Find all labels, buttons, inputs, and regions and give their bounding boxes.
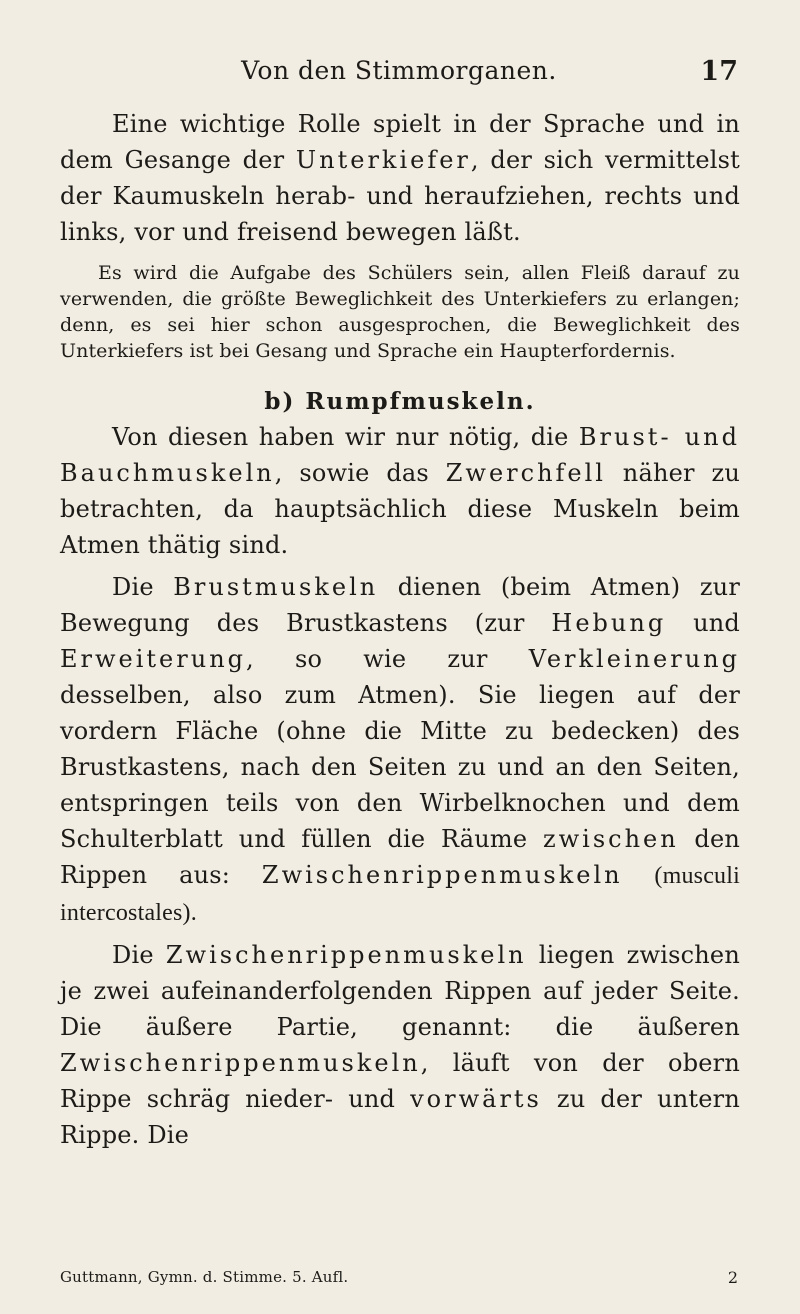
running-head bbox=[60, 56, 738, 96]
term-chest-belly-muscles: Brust- und Bauchmuskeln bbox=[60, 423, 740, 487]
term-raising: Hebung bbox=[551, 609, 667, 637]
term-lower-jaw: Unterkiefer bbox=[295, 146, 471, 174]
paragraph-text: zu der untern Rippe. Die bbox=[60, 1085, 740, 1149]
paragraph-text: liegen zwischen je zwei aufeinanderfolgenden Rippen auf jeder Seite. Die äußere Partie, genannt: die äußeren bbox=[60, 941, 740, 1041]
running-title: Von den Stimmorganen. bbox=[241, 56, 557, 85]
page-body bbox=[60, 106, 740, 1153]
paragraph-text: , sowie das bbox=[274, 459, 446, 487]
paragraph-text: dienen (beim Atmen) zur Bewegung des Brustkastens (zur bbox=[60, 573, 740, 637]
paragraph-text: Die bbox=[112, 941, 166, 969]
paragraph-note: Es wird die Aufgabe des Schülers sein, allen Fleiß darauf zu verwenden, die größte Beweglichkeit des Unterkiefers zu erlangen; denn, es sei hier schon ausgesprochen, die Beweglichkeit des Unterkiefers ist bei Gesang und Sprache ein Haupterfordernis. bbox=[60, 262, 740, 362]
paragraph-trunk-muscles bbox=[60, 419, 740, 563]
term-intercostal-muscles: Zwischenrippenmuskeln bbox=[165, 941, 527, 969]
page-footer bbox=[60, 1268, 738, 1292]
paragraph-text: Eine wichtige Rolle spielt in der Sprache und in dem Gesange der bbox=[60, 110, 740, 174]
paragraph-text: Von diesen haben wir nur nötig, die bbox=[112, 423, 579, 451]
paragraph-text: herab- und heraufziehen, rechts und links, vor und freisend bewegen läßt. bbox=[60, 182, 741, 246]
term-outer-intercostal-muscles: Zwischenrippenmuskeln bbox=[60, 1049, 421, 1077]
paragraph-text: näher zu betrachten, da hauptsächlich diese Muskeln beim Atmen thätig sind. bbox=[60, 459, 740, 559]
paragraph-text: , der sich vermittelst der bbox=[60, 146, 740, 210]
paragraph-text: Die bbox=[112, 573, 174, 601]
term-reduction: Verkleinerung bbox=[528, 645, 740, 673]
footer-citation: Guttmann, Gymn. d. Stimme. 5. Aufl. bbox=[60, 1268, 349, 1286]
term-chest-muscles: Brustmuskeln bbox=[173, 573, 379, 601]
paragraph-text: desselben, also zum Atmen). Sie liegen auf der vordern Fläche (ohne die Mitte zu bedecken) des Brustkastens, nach den Seiten zu und an den Seiten, entspringen teils von den Wirbelknochen und dem Schulterblatt und füllen die Räume bbox=[60, 681, 740, 853]
term-between: zwischen bbox=[542, 825, 679, 853]
paragraph-text: den Rippen aus: bbox=[60, 825, 741, 889]
paragraph-text: , läuft von der obern Rippe schräg nieder- und bbox=[60, 1049, 740, 1113]
paragraph-intercostal-muscles bbox=[60, 937, 740, 1153]
term-diaphragm: Zwerchfell bbox=[445, 459, 606, 487]
paragraph-chest-muscles bbox=[60, 569, 740, 931]
paragraph-text: und bbox=[666, 609, 740, 637]
term-intercostal-muscles: Zwischenrippenmuskeln bbox=[261, 861, 623, 889]
signature-mark: 2 bbox=[727, 1268, 738, 1287]
latin-term: (musculi intercostales). bbox=[60, 863, 740, 926]
paragraph-lower-jaw bbox=[60, 106, 740, 250]
term-chewing-muscles: Kaumuskeln bbox=[112, 182, 265, 210]
page-number: 17 bbox=[700, 56, 738, 87]
paragraph-text: , so wie zur bbox=[246, 645, 529, 673]
term-forward: vorwärts bbox=[410, 1085, 542, 1113]
section-heading: b) Rumpfmuskeln. bbox=[264, 388, 536, 415]
term-expansion: Erweiterung bbox=[60, 645, 247, 673]
